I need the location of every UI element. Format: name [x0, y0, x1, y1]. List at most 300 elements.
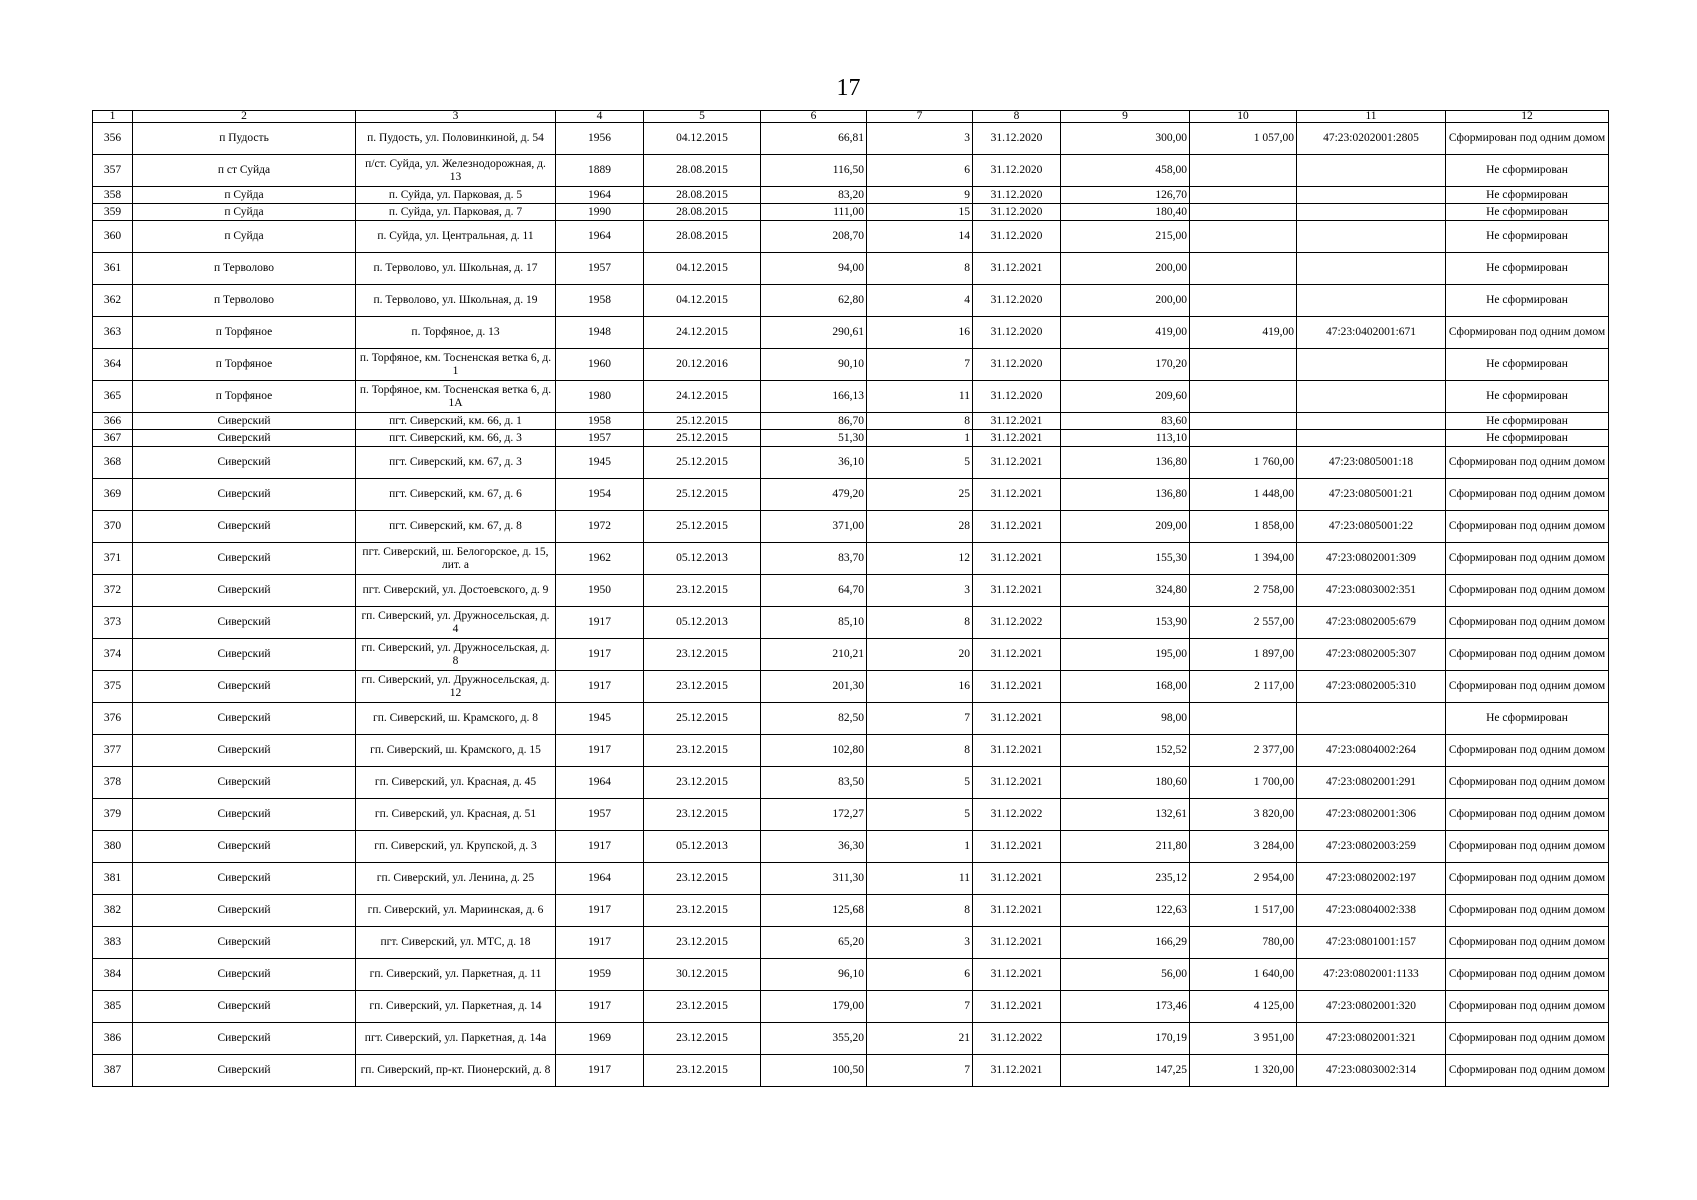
- year-cell: 1917: [556, 1055, 644, 1087]
- column-header-1: 1: [93, 111, 133, 123]
- table-row: [93, 703, 1609, 735]
- term-cell: 31.12.2021: [973, 767, 1061, 799]
- status-cell: Сформирован под одним домом: [1446, 735, 1609, 767]
- area-cell: 290,61: [761, 317, 867, 349]
- cadastral-number-cell: [1297, 285, 1446, 317]
- cadastral-number-cell: [1297, 381, 1446, 413]
- area-cell: 179,00: [761, 991, 867, 1023]
- date-cell: 23.12.2015: [644, 1023, 761, 1055]
- address-cell: пгт. Сиверский, ул. Достоевского, д. 9: [356, 575, 556, 607]
- count-cell: 1: [867, 430, 973, 447]
- address-cell: п. Суйда, ул. Центральная, д. 11: [356, 221, 556, 253]
- value10-cell: 1 640,00: [1190, 959, 1297, 991]
- year-cell: 1972: [556, 511, 644, 543]
- cadastral-number-cell: 47:23:0802001:291: [1297, 767, 1446, 799]
- table-row: [93, 799, 1609, 831]
- date-cell: 23.12.2015: [644, 671, 761, 703]
- cadastral-number-cell: 47:23:0802001:321: [1297, 1023, 1446, 1055]
- value9-cell: 170,20: [1061, 349, 1190, 381]
- address-cell: п. Торфяное, км. Тосненская ветка 6, д. 1: [356, 349, 556, 381]
- count-cell: 6: [867, 155, 973, 187]
- row-number: 382: [93, 895, 133, 927]
- settlement-cell: Сиверский: [133, 703, 356, 735]
- date-cell: 28.08.2015: [644, 187, 761, 204]
- status-cell: Сформирован под одним домом: [1446, 447, 1609, 479]
- count-cell: 14: [867, 221, 973, 253]
- term-cell: 31.12.2021: [973, 895, 1061, 927]
- value10-cell: 3 820,00: [1190, 799, 1297, 831]
- area-cell: 65,20: [761, 927, 867, 959]
- row-number: 364: [93, 349, 133, 381]
- count-cell: 8: [867, 895, 973, 927]
- value10-cell: 2 954,00: [1190, 863, 1297, 895]
- date-cell: 24.12.2015: [644, 317, 761, 349]
- status-cell: Сформирован под одним домом: [1446, 767, 1609, 799]
- table-row: [93, 413, 1609, 430]
- term-cell: 31.12.2020: [973, 349, 1061, 381]
- year-cell: 1945: [556, 703, 644, 735]
- date-cell: 30.12.2015: [644, 959, 761, 991]
- value10-cell: [1190, 413, 1297, 430]
- area-cell: 82,50: [761, 703, 867, 735]
- cadastral-number-cell: 47:23:0805001:21: [1297, 479, 1446, 511]
- status-cell: Не сформирован: [1446, 204, 1609, 221]
- address-cell: гп. Сиверский, ш. Крамского, д. 15: [356, 735, 556, 767]
- year-cell: 1969: [556, 1023, 644, 1055]
- status-cell: Сформирован под одним домом: [1446, 123, 1609, 155]
- count-cell: 8: [867, 413, 973, 430]
- value10-cell: 3 284,00: [1190, 831, 1297, 863]
- address-cell: пгт. Сиверский, км. 67, д. 3: [356, 447, 556, 479]
- value10-cell: 1 057,00: [1190, 123, 1297, 155]
- settlement-cell: Сиверский: [133, 639, 356, 671]
- term-cell: 31.12.2022: [973, 1023, 1061, 1055]
- cadastral-number-cell: 47:23:0802002:197: [1297, 863, 1446, 895]
- settlement-cell: п Суйда: [133, 187, 356, 204]
- value10-cell: 1 517,00: [1190, 895, 1297, 927]
- cadastral-number-cell: 47:23:0802001:1133: [1297, 959, 1446, 991]
- area-cell: 100,50: [761, 1055, 867, 1087]
- year-cell: 1964: [556, 863, 644, 895]
- date-cell: 04.12.2015: [644, 123, 761, 155]
- settlement-cell: п Пудость: [133, 123, 356, 155]
- row-number: 360: [93, 221, 133, 253]
- value9-cell: 180,40: [1061, 204, 1190, 221]
- year-cell: 1917: [556, 831, 644, 863]
- cadastral-number-cell: 47:23:0802001:320: [1297, 991, 1446, 1023]
- count-cell: 6: [867, 959, 973, 991]
- value9-cell: 147,25: [1061, 1055, 1190, 1087]
- settlement-cell: Сиверский: [133, 927, 356, 959]
- value9-cell: 195,00: [1061, 639, 1190, 671]
- value9-cell: 209,60: [1061, 381, 1190, 413]
- table-row: [93, 253, 1609, 285]
- status-cell: Сформирован под одним домом: [1446, 959, 1609, 991]
- cadastral-number-cell: 47:23:0802001:309: [1297, 543, 1446, 575]
- term-cell: 31.12.2020: [973, 317, 1061, 349]
- cadastral-number-cell: 47:23:0801001:157: [1297, 927, 1446, 959]
- year-cell: 1957: [556, 799, 644, 831]
- settlement-cell: Сиверский: [133, 447, 356, 479]
- cadastral-number-cell: 47:23:0802005:307: [1297, 639, 1446, 671]
- area-cell: 479,20: [761, 479, 867, 511]
- row-number: 361: [93, 253, 133, 285]
- address-cell: пгт. Сиверский, ш. Белогорское, д. 15, лит. а: [356, 543, 556, 575]
- date-cell: 25.12.2015: [644, 511, 761, 543]
- count-cell: 4: [867, 285, 973, 317]
- status-cell: Сформирован под одним домом: [1446, 543, 1609, 575]
- status-cell: Сформирован под одним домом: [1446, 639, 1609, 671]
- cadastral-number-cell: 47:23:0402001:671: [1297, 317, 1446, 349]
- date-cell: 23.12.2015: [644, 799, 761, 831]
- date-cell: 28.08.2015: [644, 204, 761, 221]
- cadastral-number-cell: 47:23:0805001:18: [1297, 447, 1446, 479]
- date-cell: 05.12.2013: [644, 607, 761, 639]
- year-cell: 1959: [556, 959, 644, 991]
- row-number: 377: [93, 735, 133, 767]
- year-cell: 1958: [556, 285, 644, 317]
- cadastral-number-cell: 47:23:0802001:306: [1297, 799, 1446, 831]
- date-cell: 28.08.2015: [644, 221, 761, 253]
- settlement-cell: Сиверский: [133, 607, 356, 639]
- settlement-cell: п Торфяное: [133, 349, 356, 381]
- date-cell: 24.12.2015: [644, 381, 761, 413]
- settlement-cell: Сиверский: [133, 413, 356, 430]
- term-cell: 31.12.2021: [973, 543, 1061, 575]
- table-row: [93, 381, 1609, 413]
- area-cell: 102,80: [761, 735, 867, 767]
- table-row: [93, 895, 1609, 927]
- value9-cell: 132,61: [1061, 799, 1190, 831]
- term-cell: 31.12.2021: [973, 703, 1061, 735]
- year-cell: 1960: [556, 349, 644, 381]
- term-cell: 31.12.2021: [973, 639, 1061, 671]
- year-cell: 1964: [556, 767, 644, 799]
- settlement-cell: п Терволово: [133, 285, 356, 317]
- value10-cell: 1 760,00: [1190, 447, 1297, 479]
- count-cell: 1: [867, 831, 973, 863]
- status-cell: Сформирован под одним домом: [1446, 799, 1609, 831]
- year-cell: 1958: [556, 413, 644, 430]
- status-cell: Сформирован под одним домом: [1446, 831, 1609, 863]
- value10-cell: [1190, 204, 1297, 221]
- term-cell: 31.12.2022: [973, 607, 1061, 639]
- cadastral-number-cell: [1297, 155, 1446, 187]
- settlement-cell: Сиверский: [133, 511, 356, 543]
- column-header-8: 8: [973, 111, 1061, 123]
- term-cell: 31.12.2020: [973, 285, 1061, 317]
- value9-cell: 136,80: [1061, 479, 1190, 511]
- settlement-cell: Сиверский: [133, 831, 356, 863]
- address-cell: п. Терволово, ул. Школьная, д. 19: [356, 285, 556, 317]
- value9-cell: 200,00: [1061, 253, 1190, 285]
- value9-cell: 83,60: [1061, 413, 1190, 430]
- count-cell: 11: [867, 863, 973, 895]
- value10-cell: 1 858,00: [1190, 511, 1297, 543]
- row-number: 387: [93, 1055, 133, 1087]
- term-cell: 31.12.2021: [973, 511, 1061, 543]
- row-number: 385: [93, 991, 133, 1023]
- table-row: [93, 349, 1609, 381]
- row-number: 358: [93, 187, 133, 204]
- year-cell: 1957: [556, 253, 644, 285]
- value10-cell: 780,00: [1190, 927, 1297, 959]
- row-number: 367: [93, 430, 133, 447]
- cadastral-number-cell: [1297, 430, 1446, 447]
- address-cell: п. Суйда, ул. Парковая, д. 7: [356, 204, 556, 221]
- status-cell: Сформирован под одним домом: [1446, 1023, 1609, 1055]
- area-cell: 86,70: [761, 413, 867, 430]
- term-cell: 31.12.2021: [973, 447, 1061, 479]
- settlement-cell: Сиверский: [133, 991, 356, 1023]
- status-cell: Сформирован под одним домом: [1446, 575, 1609, 607]
- cadastral-number-cell: 47:23:0804002:338: [1297, 895, 1446, 927]
- value9-cell: 215,00: [1061, 221, 1190, 253]
- value9-cell: 419,00: [1061, 317, 1190, 349]
- column-header-7: 7: [867, 111, 973, 123]
- count-cell: 7: [867, 349, 973, 381]
- address-cell: пгт. Сиверский, км. 66, д. 1: [356, 413, 556, 430]
- area-cell: 96,10: [761, 959, 867, 991]
- term-cell: 31.12.2020: [973, 155, 1061, 187]
- date-cell: 23.12.2015: [644, 863, 761, 895]
- settlement-cell: п ст Суйда: [133, 155, 356, 187]
- address-cell: п. Пудость, ул. Половинкиной, д. 54: [356, 123, 556, 155]
- value10-cell: 1 700,00: [1190, 767, 1297, 799]
- count-cell: 28: [867, 511, 973, 543]
- table-row: [93, 831, 1609, 863]
- address-cell: пгт. Сиверский, ул. МТС, д. 18: [356, 927, 556, 959]
- value10-cell: 2 377,00: [1190, 735, 1297, 767]
- row-number: 383: [93, 927, 133, 959]
- settlement-cell: п Торфяное: [133, 317, 356, 349]
- date-cell: 05.12.2013: [644, 831, 761, 863]
- date-cell: 20.12.2016: [644, 349, 761, 381]
- table-header: [93, 111, 1609, 123]
- area-cell: 83,20: [761, 187, 867, 204]
- term-cell: 31.12.2021: [973, 430, 1061, 447]
- area-cell: 311,30: [761, 863, 867, 895]
- area-cell: 116,50: [761, 155, 867, 187]
- year-cell: 1980: [556, 381, 644, 413]
- cadastral-number-cell: 47:23:0202001:2805: [1297, 123, 1446, 155]
- area-cell: 62,80: [761, 285, 867, 317]
- date-cell: 23.12.2015: [644, 735, 761, 767]
- table-row: [93, 511, 1609, 543]
- date-cell: 23.12.2015: [644, 767, 761, 799]
- term-cell: 31.12.2020: [973, 381, 1061, 413]
- status-cell: Сформирован под одним домом: [1446, 671, 1609, 703]
- year-cell: 1950: [556, 575, 644, 607]
- settlement-cell: Сиверский: [133, 543, 356, 575]
- column-header-4: 4: [556, 111, 644, 123]
- row-number: 384: [93, 959, 133, 991]
- status-cell: Сформирован под одним домом: [1446, 511, 1609, 543]
- value10-cell: [1190, 155, 1297, 187]
- column-header-12: 12: [1446, 111, 1609, 123]
- settlement-cell: п Терволово: [133, 253, 356, 285]
- area-cell: 355,20: [761, 1023, 867, 1055]
- settlement-cell: п Суйда: [133, 221, 356, 253]
- status-cell: Не сформирован: [1446, 155, 1609, 187]
- row-number: 371: [93, 543, 133, 575]
- value10-cell: 1 320,00: [1190, 1055, 1297, 1087]
- address-cell: пгт. Сиверский, км. 67, д. 6: [356, 479, 556, 511]
- date-cell: 23.12.2015: [644, 575, 761, 607]
- settlement-cell: п Суйда: [133, 204, 356, 221]
- count-cell: 8: [867, 607, 973, 639]
- date-cell: 05.12.2013: [644, 543, 761, 575]
- date-cell: 23.12.2015: [644, 927, 761, 959]
- term-cell: 31.12.2021: [973, 479, 1061, 511]
- row-number: 380: [93, 831, 133, 863]
- count-cell: 5: [867, 447, 973, 479]
- area-cell: 83,50: [761, 767, 867, 799]
- table-row: [93, 991, 1609, 1023]
- area-cell: 85,10: [761, 607, 867, 639]
- row-number: 374: [93, 639, 133, 671]
- value9-cell: 235,12: [1061, 863, 1190, 895]
- date-cell: 23.12.2015: [644, 1055, 761, 1087]
- year-cell: 1889: [556, 155, 644, 187]
- table-row: [93, 671, 1609, 703]
- row-number: 369: [93, 479, 133, 511]
- cadastral-number-cell: 47:23:0802005:679: [1297, 607, 1446, 639]
- count-cell: 9: [867, 187, 973, 204]
- year-cell: 1954: [556, 479, 644, 511]
- status-cell: Не сформирован: [1446, 381, 1609, 413]
- count-cell: 7: [867, 1055, 973, 1087]
- address-cell: п/ст. Суйда, ул. Железнодорожная, д. 13: [356, 155, 556, 187]
- value10-cell: [1190, 221, 1297, 253]
- count-cell: 20: [867, 639, 973, 671]
- table-row: [93, 959, 1609, 991]
- address-cell: гп. Сиверский, ул. Паркетная, д. 11: [356, 959, 556, 991]
- year-cell: 1917: [556, 607, 644, 639]
- value9-cell: 170,19: [1061, 1023, 1190, 1055]
- count-cell: 15: [867, 204, 973, 221]
- settlement-cell: Сиверский: [133, 767, 356, 799]
- status-cell: Сформирован под одним домом: [1446, 991, 1609, 1023]
- value10-cell: 3 951,00: [1190, 1023, 1297, 1055]
- column-header-3: 3: [356, 111, 556, 123]
- area-cell: 51,30: [761, 430, 867, 447]
- value9-cell: 211,80: [1061, 831, 1190, 863]
- date-cell: 23.12.2015: [644, 895, 761, 927]
- row-number: 356: [93, 123, 133, 155]
- area-cell: 83,70: [761, 543, 867, 575]
- address-cell: гп. Сиверский, ш. Крамского, д. 8: [356, 703, 556, 735]
- settlement-cell: Сиверский: [133, 671, 356, 703]
- area-cell: 90,10: [761, 349, 867, 381]
- year-cell: 1917: [556, 671, 644, 703]
- term-cell: 31.12.2021: [973, 575, 1061, 607]
- table-row: [93, 204, 1609, 221]
- date-cell: 23.12.2015: [644, 639, 761, 671]
- status-cell: Сформирован под одним домом: [1446, 607, 1609, 639]
- value10-cell: [1190, 703, 1297, 735]
- table-row: [93, 735, 1609, 767]
- count-cell: 8: [867, 735, 973, 767]
- value10-cell: [1190, 349, 1297, 381]
- row-number: 370: [93, 511, 133, 543]
- column-header-2: 2: [133, 111, 356, 123]
- term-cell: 31.12.2021: [973, 1055, 1061, 1087]
- value9-cell: 98,00: [1061, 703, 1190, 735]
- area-cell: 208,70: [761, 221, 867, 253]
- table-row: [93, 1023, 1609, 1055]
- value10-cell: [1190, 253, 1297, 285]
- term-cell: 31.12.2021: [973, 253, 1061, 285]
- term-cell: 31.12.2021: [973, 413, 1061, 430]
- count-cell: 3: [867, 575, 973, 607]
- settlement-cell: Сиверский: [133, 430, 356, 447]
- value10-cell: 2 758,00: [1190, 575, 1297, 607]
- table-row: [93, 430, 1609, 447]
- settlement-cell: Сиверский: [133, 575, 356, 607]
- year-cell: 1917: [556, 639, 644, 671]
- area-cell: 172,27: [761, 799, 867, 831]
- status-cell: Сформирован под одним домом: [1446, 895, 1609, 927]
- value9-cell: 153,90: [1061, 607, 1190, 639]
- status-cell: Не сформирован: [1446, 221, 1609, 253]
- table-row: [93, 767, 1609, 799]
- row-number: 375: [93, 671, 133, 703]
- table-row: [93, 927, 1609, 959]
- address-cell: гп. Сиверский, ул. Красная, д. 51: [356, 799, 556, 831]
- column-header-9: 9: [1061, 111, 1190, 123]
- settlement-cell: Сиверский: [133, 799, 356, 831]
- cadastral-number-cell: [1297, 703, 1446, 735]
- value9-cell: 56,00: [1061, 959, 1190, 991]
- value9-cell: 155,30: [1061, 543, 1190, 575]
- address-cell: п. Терволово, ул. Школьная, д. 17: [356, 253, 556, 285]
- value9-cell: 113,10: [1061, 430, 1190, 447]
- term-cell: 31.12.2022: [973, 799, 1061, 831]
- count-cell: 7: [867, 703, 973, 735]
- date-cell: 04.12.2015: [644, 253, 761, 285]
- row-number: 379: [93, 799, 133, 831]
- date-cell: 28.08.2015: [644, 155, 761, 187]
- value10-cell: [1190, 187, 1297, 204]
- value10-cell: 2 117,00: [1190, 671, 1297, 703]
- term-cell: 31.12.2020: [973, 123, 1061, 155]
- cadastral-number-cell: 47:23:0805001:22: [1297, 511, 1446, 543]
- value9-cell: 458,00: [1061, 155, 1190, 187]
- cadastral-number-cell: 47:23:0802003:259: [1297, 831, 1446, 863]
- value9-cell: 300,00: [1061, 123, 1190, 155]
- area-cell: 111,00: [761, 204, 867, 221]
- settlement-cell: Сиверский: [133, 479, 356, 511]
- address-cell: пгт. Сиверский, ул. Паркетная, д. 14а: [356, 1023, 556, 1055]
- value10-cell: 1 448,00: [1190, 479, 1297, 511]
- status-cell: Сформирован под одним домом: [1446, 317, 1609, 349]
- date-cell: 25.12.2015: [644, 430, 761, 447]
- row-number: 378: [93, 767, 133, 799]
- page-number: 17: [836, 75, 861, 101]
- date-cell: 04.12.2015: [644, 285, 761, 317]
- year-cell: 1917: [556, 735, 644, 767]
- count-cell: 25: [867, 479, 973, 511]
- settlement-cell: Сиверский: [133, 863, 356, 895]
- year-cell: 1964: [556, 221, 644, 253]
- table-row: [93, 155, 1609, 187]
- cadastral-number-cell: 47:23:0803002:314: [1297, 1055, 1446, 1087]
- year-cell: 1956: [556, 123, 644, 155]
- status-cell: Сформирован под одним домом: [1446, 863, 1609, 895]
- row-number: 376: [93, 703, 133, 735]
- value10-cell: 1 394,00: [1190, 543, 1297, 575]
